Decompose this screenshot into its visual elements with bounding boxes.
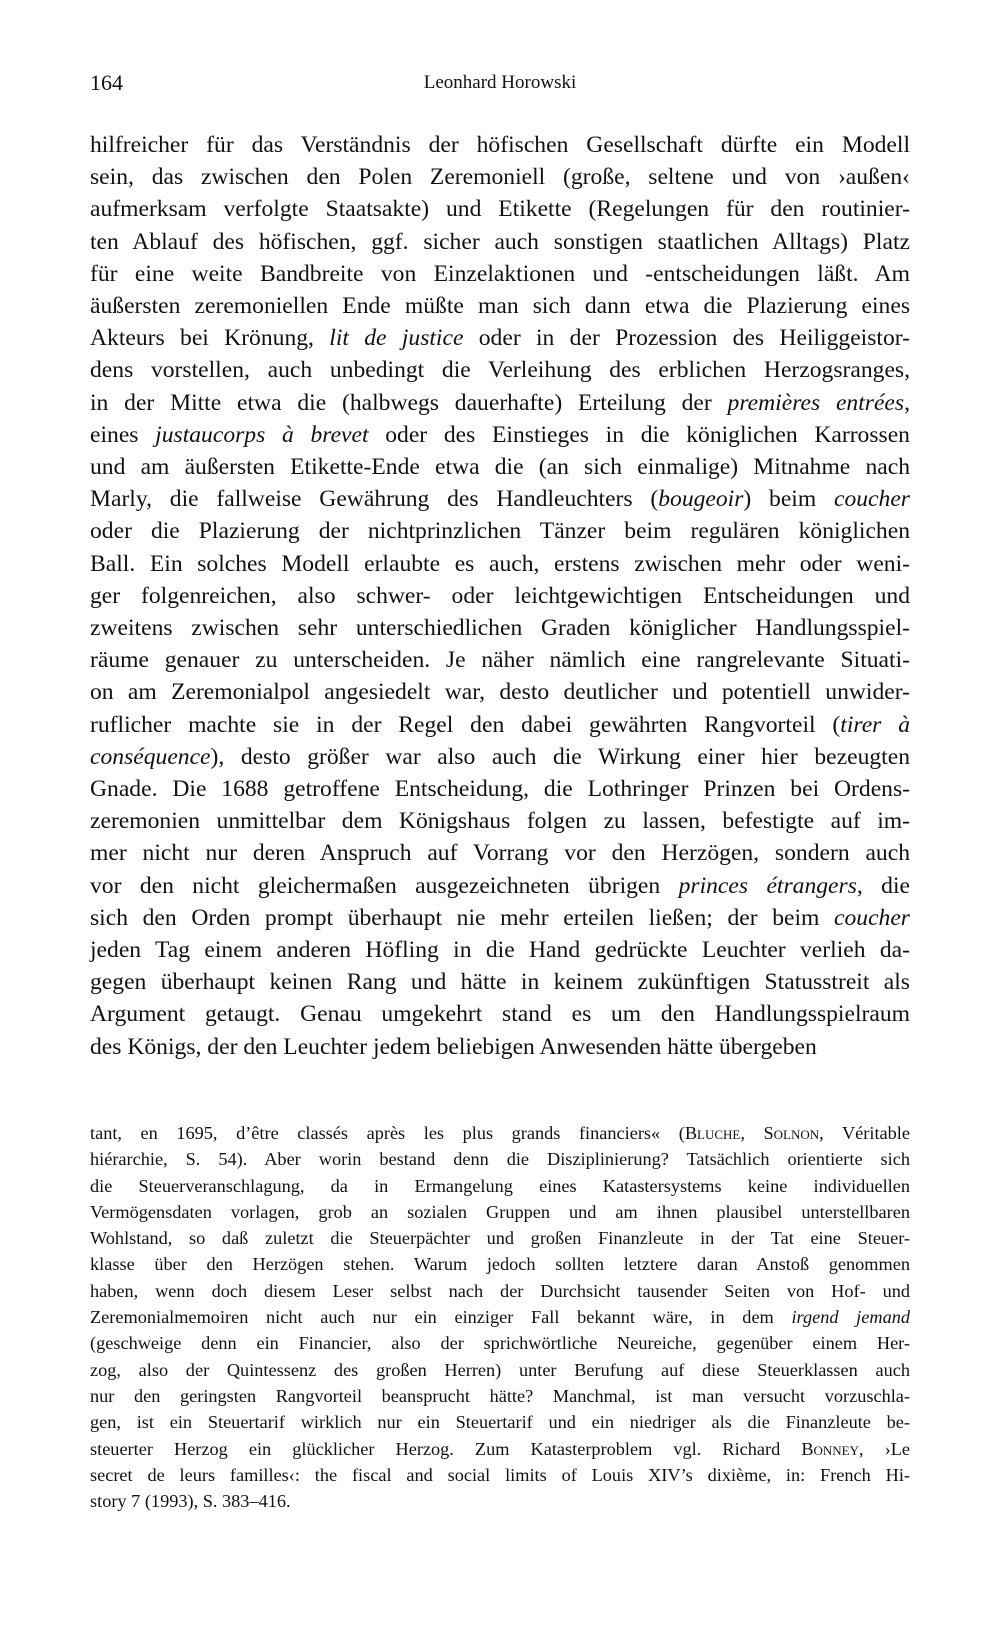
- main-text: [90, 129, 910, 1063]
- body-text-line: für eine weite Bandbreite von Einzelaktionen und -entscheidungen läßt. Am: [90, 260, 910, 287]
- body-text-line: in der Mitte etwa die (halbwegs dauerhafte) Erteilung der premières entrées,: [90, 389, 910, 416]
- footnote: [90, 1120, 910, 1514]
- footnote-line: (geschweige denn ein Financier, also der sprichwörtliche Neureiche, gegenüber einem Her-: [90, 1333, 910, 1354]
- body-text-line: Akteurs bei Krönung, lit de justice oder in der Prozession des Heiliggeistor-: [90, 325, 911, 352]
- footnote-line: steuerter Herzog ein glücklicher Herzog. Zum Katasterproblem vgl. Richard Bonney, ›Le: [90, 1438, 910, 1459]
- body-text-line: zweitens zwischen sehr unterschiedlichen Graden königlicher Handlungsspiel-: [90, 615, 910, 642]
- body-text-line: sich den Orden prompt überhaupt nie mehr erteilen ließen; der beim coucher: [90, 904, 910, 931]
- footnote-line: haben, wenn doch diesem Leser selbst nach der Durchsicht tausender Seiten von Hof- und: [90, 1280, 910, 1301]
- footnote-line: Zeremonialmemoiren nicht auch nur ein einziger Fall bekannt wäre, in dem irgend jemand: [90, 1307, 910, 1328]
- body-text-line: sein, das zwischen den Polen Zeremoniell (große, seltene und von ›außen‹: [90, 164, 910, 191]
- page-header: [90, 70, 910, 104]
- footnote-line: Wohlstand, so daß zuletzt die Steuerpächter und großen Finanzleute in der Tat eine Steuer-: [90, 1228, 910, 1249]
- body-text-line: ten Ablauf des höfischen, ggf. sicher auch sonstigen staatlichen Alltags) Platz: [90, 228, 910, 255]
- body-text-line: und am äußersten Etikette-Ende etwa die (an sich einmalige) Mitnahme nach: [90, 454, 910, 481]
- footnote-line: story 7 (1993), S. 383–416.: [90, 1491, 291, 1512]
- footnote-line: die Steuerveranschlagung, da in Ermangelung eines Katastersystems keine individuellen: [90, 1175, 910, 1196]
- footnote-line: klasse über den Herzögen stehen. Warum jedoch sollten letztere daran Anstoß genommen: [90, 1254, 910, 1275]
- running-head: Leonhard Horowski: [423, 72, 577, 93]
- body-text-line: Ball. Ein solches Modell erlaubte es auch, erstens zwischen mehr oder weni-: [90, 550, 910, 577]
- body-text-line: mer nicht nur deren Anspruch auf Vorrang vor den Herzögen, sondern auch: [90, 840, 910, 867]
- body-text-line: oder die Plazierung der nichtprinzlichen Tänzer beim regulären königlichen: [90, 518, 910, 545]
- body-text-line: ruflicher machte sie in der Regel den dabei gewährten Rangvorteil (tirer à: [90, 711, 911, 738]
- body-text-line: hilfreicher für das Verständnis der höfischen Gesellschaft dürfte ein Modell: [90, 132, 910, 158]
- body-text-line: zeremonien unmittelbar dem Königshaus folgen zu lassen, befestigte auf im-: [90, 808, 910, 835]
- body-text-line: des Königs, der den Leuchter jedem beliebigen Anwesenden hätte übergeben: [90, 1033, 817, 1060]
- footnote-line: nur den geringsten Rangvorteil beansprucht hätte? Manchmal, ist man versucht vorzuschla-: [90, 1385, 910, 1406]
- body-text-line: vor den nicht gleichermaßen ausgezeichneten übrigen princes étrangers, die: [90, 872, 911, 899]
- footnote-line: gen, ist ein Steuertarif wirklich nur ein Steuertarif und ein niedriger als die Finanzleute be-: [90, 1412, 910, 1433]
- body-text-line: äußersten zeremoniellen Ende müßte man sich dann etwa die Plazierung eines: [90, 293, 910, 320]
- footnote-line: hiérarchie, S. 54). Aber worin bestand denn die Disziplinierung? Tatsächlich orientierte sich: [90, 1149, 910, 1170]
- body-text-line: räume genauer zu unterscheiden. Je näher nämlich eine rangrelevante Situati-: [90, 647, 910, 674]
- footnote-line: Vermögensdaten vorlagen, grob an sozialen Gruppen und am ihnen plausibel unterstellbaren: [90, 1201, 910, 1222]
- body-text-line: aufmerksam verfolgte Staatsakte) und Etikette (Regelungen für den routinier-: [90, 196, 910, 223]
- page-number: 164: [90, 70, 123, 95]
- body-text-line: gegen überhaupt keinen Rang und hätte in keinem zukünftigen Statusstreit als: [90, 969, 910, 996]
- body-text-line: ger folgenreichen, also schwer- oder leichtgewichtigen Entscheidungen und: [90, 582, 910, 609]
- footnote-line: tant, en 1695, d’être classés après les plus grands financiers« (Bluche, Solnon, Véritable: [90, 1123, 910, 1143]
- body-text-line: dens vorstellen, auch unbedingt die Verleihung des erblichen Herzogsranges,: [90, 357, 910, 384]
- footnote-line: secret de leurs familles‹: the fiscal and social limits of Louis XIV’s dixième, in: French Hi-: [90, 1464, 910, 1485]
- body-text-line: Argument getaugt. Genau umgekehrt stand es um den Handlungsspielraum: [90, 1001, 910, 1028]
- body-text-line: jeden Tag einem anderen Höfling in die Hand gedrückte Leuchter verlieh da-: [90, 937, 910, 964]
- body-text-line: conséquence), desto größer war also auch die Wirkung einer hier bezeugten: [90, 743, 910, 770]
- body-text-line: Gnade. Die 1688 getroffene Entscheidung, die Lothringer Prinzen bei Ordens-: [90, 776, 910, 803]
- footnote-line: zog, also der Quintessenz des großen Herren) unter Berufung auf diese Steuerklassen auch: [90, 1359, 910, 1380]
- body-text-line: eines justaucorps à brevet oder des Einstieges in die königlichen Karrossen: [90, 421, 910, 448]
- body-text-line: on am Zeremonialpol angesiedelt war, desto deutlicher und potentiell unwider-: [90, 679, 910, 706]
- body-text-line: Marly, die fallweise Gewährung des Handleuchters (bougeoir) beim coucher: [90, 486, 910, 513]
